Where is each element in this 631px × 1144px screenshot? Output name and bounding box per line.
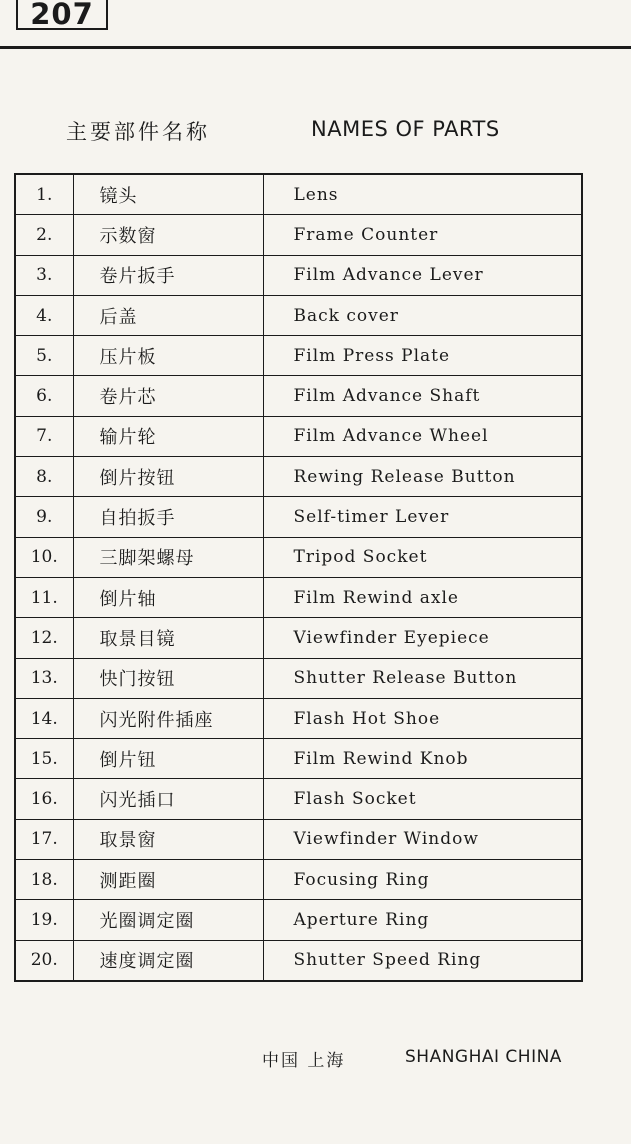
part-name-english: Viewfinder Window <box>263 819 582 859</box>
part-name-chinese: 倒片轴 <box>73 577 263 617</box>
table-row <box>15 537 582 577</box>
table-row <box>15 174 582 215</box>
part-name-chinese: 快门按钮 <box>73 658 263 698</box>
part-number: 15. <box>15 739 73 779</box>
part-name-chinese: 压片板 <box>73 336 263 376</box>
part-name-english: Film Rewind Knob <box>263 739 582 779</box>
table-row <box>15 336 582 376</box>
parts-table-body <box>15 174 582 981</box>
part-number: 7. <box>15 416 73 456</box>
table-row <box>15 860 582 900</box>
part-name-english: Flash Hot Shoe <box>263 698 582 738</box>
part-name-chinese: 倒片钮 <box>73 739 263 779</box>
part-number: 13. <box>15 658 73 698</box>
part-name-english: Aperture Ring <box>263 900 582 940</box>
part-name-chinese: 光圈调定圈 <box>73 900 263 940</box>
part-name-english: Focusing Ring <box>263 860 582 900</box>
footer-location-english: SHANGHAI CHINA <box>405 1047 562 1067</box>
part-number: 8. <box>15 457 73 497</box>
part-number: 14. <box>15 698 73 738</box>
footer-location-chinese: 中国 上海 <box>262 1051 346 1071</box>
table-row <box>15 739 582 779</box>
top-rule <box>0 46 631 49</box>
table-row <box>15 457 582 497</box>
part-name-chinese: 输片轮 <box>73 416 263 456</box>
table-row <box>15 940 582 981</box>
part-name-chinese: 后盖 <box>73 295 263 335</box>
part-name-english: Frame Counter <box>263 215 582 255</box>
part-number: 5. <box>15 336 73 376</box>
part-number: 18. <box>15 860 73 900</box>
part-name-english: Shutter Release Button <box>263 658 582 698</box>
part-name-chinese: 卷片芯 <box>73 376 263 416</box>
part-name-chinese: 测距圈 <box>73 860 263 900</box>
part-name-english: Shutter Speed Ring <box>263 940 582 981</box>
part-number: 19. <box>15 900 73 940</box>
page-number: 207 <box>16 0 108 30</box>
part-number: 16. <box>15 779 73 819</box>
table-row <box>15 819 582 859</box>
part-name-chinese: 卷片扳手 <box>73 255 263 295</box>
part-number: 6. <box>15 376 73 416</box>
part-name-chinese: 示数窗 <box>73 215 263 255</box>
part-name-english: Film Advance Shaft <box>263 376 582 416</box>
part-name-chinese: 倒片按钮 <box>73 457 263 497</box>
part-number: 9. <box>15 497 73 537</box>
title-english: NAMES OF PARTS <box>311 117 500 141</box>
table-row <box>15 215 582 255</box>
table-row <box>15 900 582 940</box>
table-row <box>15 497 582 537</box>
table-row <box>15 255 582 295</box>
part-number: 11. <box>15 577 73 617</box>
part-number: 12. <box>15 618 73 658</box>
table-row <box>15 698 582 738</box>
part-name-english: Back cover <box>263 295 582 335</box>
table-row <box>15 577 582 617</box>
part-name-english: Lens <box>263 174 582 215</box>
part-name-english: Viewfinder Eyepiece <box>263 618 582 658</box>
part-number: 2. <box>15 215 73 255</box>
part-number: 17. <box>15 819 73 859</box>
part-name-chinese: 闪光插口 <box>73 779 263 819</box>
part-name-english: Flash Socket <box>263 779 582 819</box>
part-number: 3. <box>15 255 73 295</box>
part-name-chinese: 取景窗 <box>73 819 263 859</box>
part-name-chinese: 自拍扳手 <box>73 497 263 537</box>
part-name-english: Film Advance Lever <box>263 255 582 295</box>
table-row <box>15 779 582 819</box>
part-name-english: Film Rewind axle <box>263 577 582 617</box>
table-row <box>15 295 582 335</box>
part-number: 20. <box>15 940 73 981</box>
part-name-english: Film Advance Wheel <box>263 416 582 456</box>
part-name-english: Tripod Socket <box>263 537 582 577</box>
table-row <box>15 618 582 658</box>
part-name-chinese: 闪光附件插座 <box>73 698 263 738</box>
part-number: 4. <box>15 295 73 335</box>
part-name-chinese: 取景目镜 <box>73 618 263 658</box>
part-name-chinese: 三脚架螺母 <box>73 537 263 577</box>
part-name-chinese: 速度调定圈 <box>73 940 263 981</box>
title-chinese: 主要部件名称 <box>66 120 210 144</box>
parts-table <box>14 173 583 982</box>
part-name-english: Self-timer Lever <box>263 497 582 537</box>
part-number: 1. <box>15 174 73 215</box>
part-name-english: Rewing Release Button <box>263 457 582 497</box>
part-number: 10. <box>15 537 73 577</box>
table-row <box>15 376 582 416</box>
part-name-english: Film Press Plate <box>263 336 582 376</box>
part-name-chinese: 镜头 <box>73 174 263 215</box>
table-row <box>15 416 582 456</box>
table-row <box>15 658 582 698</box>
